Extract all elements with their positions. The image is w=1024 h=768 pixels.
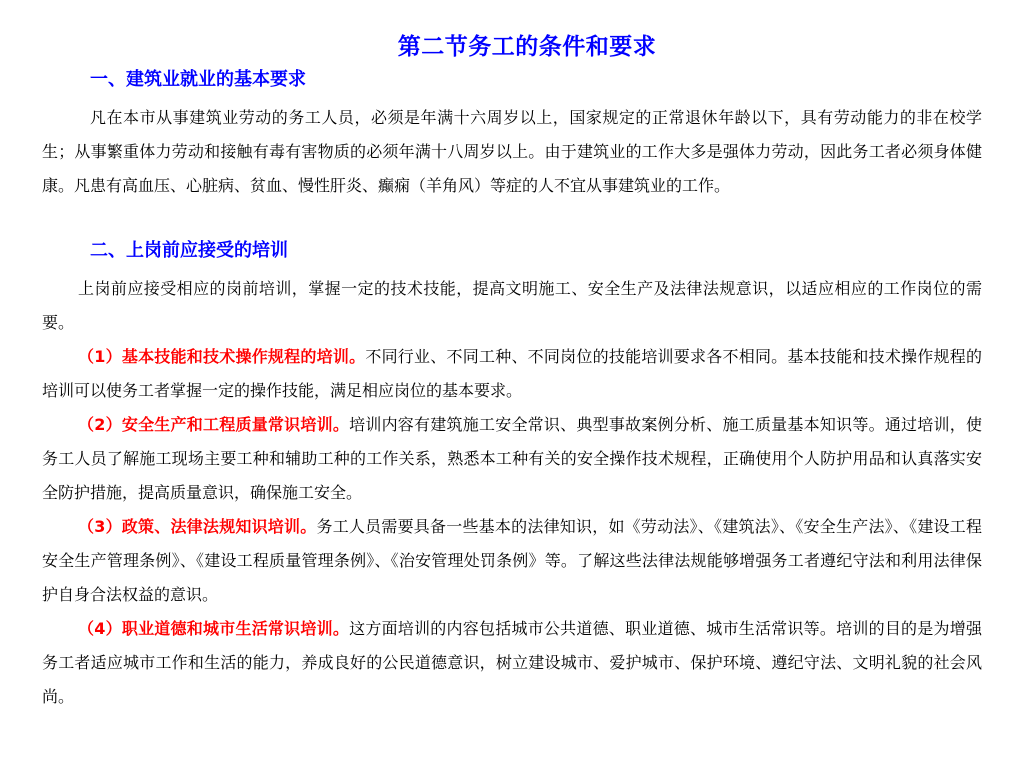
section-1-body: 凡在本市从事建筑业劳动的务工人员，必须是年满十六周岁以上，国家规定的正常退休年龄以下，具有劳动能力的非在校学生；从事繁重体力劳动和接触有毒有害物质的必须年满十八周岁以上。由于建筑业的工作大多是强体力劳动，因此务工者必须身体健康。凡患有高血压、心脏病、贫血、慢性肝炎、癫痫（羊角风）等症的人不宜从事建筑业的工作。 xyxy=(42,108,982,195)
training-item-3-label: （3）政策、法律法规知识培训。 xyxy=(78,517,317,536)
section-1-heading: 一、建筑业就业的基本要求 xyxy=(90,69,306,90)
training-item-3 xyxy=(42,510,982,612)
training-item-2-label: （2）安全生产和工程质量常识培训。 xyxy=(78,415,350,434)
training-item-4-text: 这方面培训的内容包括城市公共道德、职业道德、城市生活常识等。培训的目的是为增强务工者适应城市工作和生活的能力，养成良好的公民道德意识，树立建设城市、爱护城市、保护环境、遵纪守法、文明礼貌的社会风尚。 xyxy=(42,619,982,706)
training-item-2 xyxy=(42,408,982,510)
training-item-1-text: 不同行业、不同工种、不同岗位的技能培训要求各不相同。基本技能和技术操作规程的培训可以使务工者掌握一定的操作技能，满足相应岗位的基本要求。 xyxy=(42,347,982,400)
training-item-1-label: （1）基本技能和技术操作规程的培训。 xyxy=(78,347,366,366)
page-title: 第二节务工的条件和要求 xyxy=(397,34,657,60)
training-item-2-text: 培训内容有建筑施工安全常识、典型事故案例分析、施工质量基本知识等。通过培训，使务工人员了解施工现场主要工种和辅助工种的工作关系，熟悉本工种有关的安全操作技术规程，正确使用个人防护用品和认真落实安全防护措施，提高质量意识，确保施工安全。 xyxy=(42,415,982,502)
section-2-intro: 上岗前应接受相应的岗前培训，掌握一定的技术技能，提高文明施工、安全生产及法律法规意识，以适应相应的工作岗位的需要。 xyxy=(42,279,982,332)
training-item-3-text: 务工人员需要具备一些基本的法律知识，如《劳动法》、《建筑法》、《安全生产法》、《建设工程安全生产管理条例》、《建设工程质量管理条例》、《治安管理处罚条例》等。了解这些法律法规能够增强务工者遵纪守法和利用法律保护自身合法权益的意识。 xyxy=(42,517,982,604)
training-item-1 xyxy=(42,340,982,408)
section-2-heading: 二、上岗前应接受的培训 xyxy=(90,240,288,261)
training-item-4 xyxy=(42,612,982,714)
training-item-4-label: （4）职业道德和城市生活常识培训。 xyxy=(78,619,350,638)
